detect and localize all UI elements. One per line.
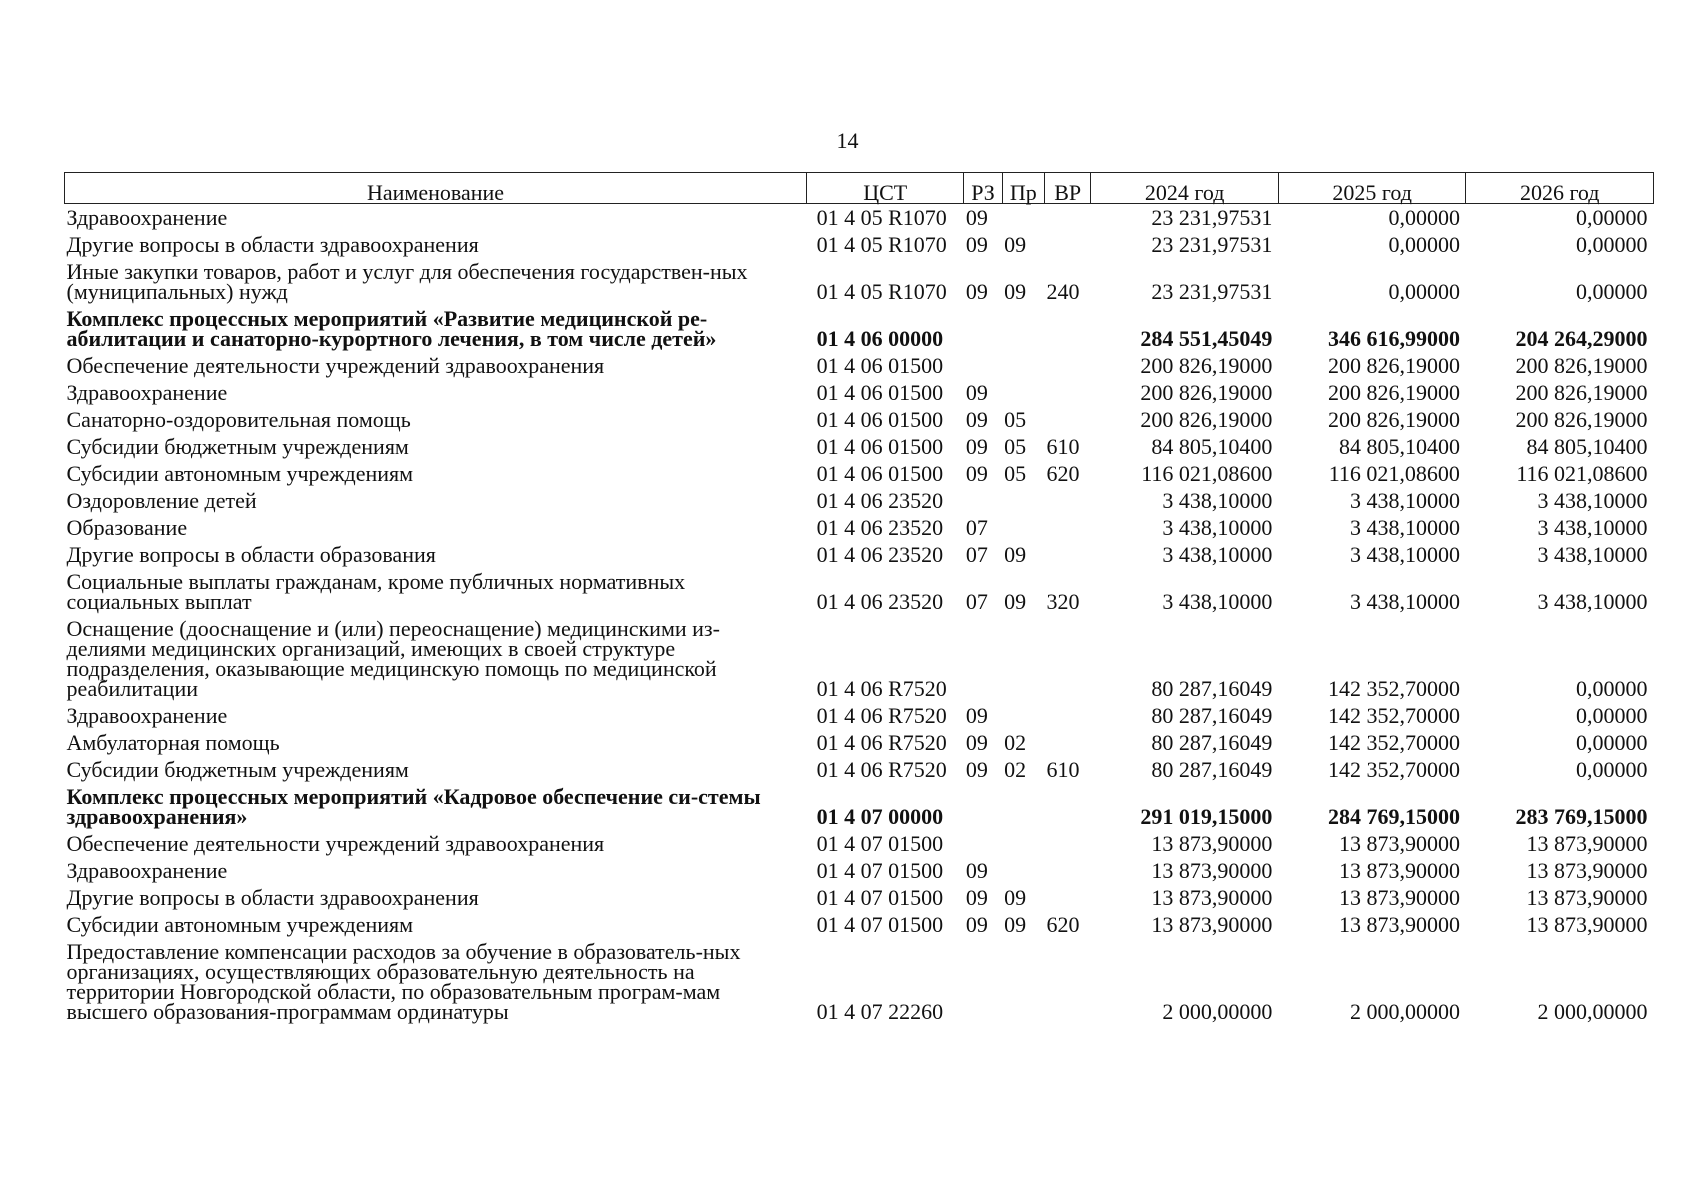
table-row (65, 487, 1654, 514)
cell-vr (1045, 938, 1091, 1025)
cell-2024: 2 000,00000 (1162, 999, 1273, 1024)
cell-vr (1045, 884, 1091, 911)
cell-rz: 07 (965, 542, 988, 567)
cell-2024: 84 805,10400 (1151, 434, 1273, 459)
cell-vr (1045, 541, 1091, 568)
cell-2025: 116 021,08600 (1328, 461, 1460, 486)
table-row (65, 830, 1654, 857)
cell-2024: 80 287,16049 (1151, 703, 1273, 728)
cell-2025: 3 438,10000 (1349, 542, 1460, 567)
column-header-2024: 2024 год (1091, 173, 1279, 204)
cell-2026: 84 805,10400 (1526, 434, 1648, 459)
cell-2024: 200 826,19000 (1140, 353, 1273, 378)
cell-pr (1002, 487, 1044, 514)
cell-pr (1002, 379, 1044, 406)
cell-pr (1002, 615, 1044, 702)
cell-rz (964, 305, 1002, 352)
cell-2025: 200 826,19000 (1327, 353, 1460, 378)
cell-2026: 3 438,10000 (1537, 589, 1648, 614)
cell-name: Оснащение (дооснащение и (или) переоснащение) медицинскими из-делиями медицинских организаций, имеющих в своей структуре подразделения, оказывающие медицинскую помощь по медицинской реабилитации (66, 616, 720, 701)
cell-2024: 80 287,16049 (1151, 730, 1273, 755)
cell-rz: 09 (965, 205, 988, 230)
cell-name: Оздоровление детей (66, 488, 257, 513)
table-row (65, 433, 1654, 460)
cell-2026: 2 000,00000 (1537, 999, 1648, 1024)
column-header-pr: Пр (1002, 173, 1044, 204)
cell-pr (1002, 204, 1044, 232)
cell-rz: 09 (965, 407, 988, 432)
cell-vr (1045, 615, 1091, 702)
cell-2025: 13 873,90000 (1338, 885, 1460, 910)
cell-2024: 80 287,16049 (1151, 676, 1273, 701)
cell-2026: 204 264,29000 (1515, 326, 1648, 351)
cell-rz: 09 (965, 461, 988, 486)
cell-2026: 3 438,10000 (1537, 488, 1648, 513)
cell-2026: 0,00000 (1576, 205, 1648, 230)
table-row (65, 204, 1654, 232)
cell-2025: 13 873,90000 (1338, 858, 1460, 883)
column-header-rz: РЗ (964, 173, 1002, 204)
cell-vr (1045, 379, 1091, 406)
table-row (65, 702, 1654, 729)
cell-2024: 23 231,97531 (1151, 205, 1273, 230)
cell-name: Другие вопросы в области здравоохранения (66, 885, 479, 910)
cell-pr: 09 (1004, 912, 1027, 937)
cell-cst: 01 4 06 23520 (816, 589, 944, 614)
column-header-cst: ЦСТ (807, 173, 964, 204)
cell-rz: 09 (965, 912, 988, 937)
cell-rz: 09 (965, 380, 988, 405)
cell-cst: 01 4 05 R1070 (816, 232, 947, 257)
cell-2025: 13 873,90000 (1338, 912, 1460, 937)
cell-rz: 09 (965, 757, 988, 782)
cell-rz (964, 615, 1002, 702)
cell-rz (964, 783, 1002, 830)
table-row (65, 352, 1654, 379)
cell-pr (1002, 514, 1044, 541)
cell-2026: 0,00000 (1576, 279, 1648, 304)
table-row-program (65, 783, 1654, 830)
cell-name: Комплекс процессных мероприятий «Кадровое обеспечение си-стемы здравоохранения» (66, 784, 761, 829)
cell-name: Здравоохранение (66, 703, 228, 728)
table-body (65, 204, 1654, 1026)
cell-2024: 3 438,10000 (1162, 589, 1273, 614)
table-row (65, 514, 1654, 541)
cell-vr: 620 (1046, 912, 1080, 937)
cell-cst: 01 4 06 23520 (816, 515, 944, 540)
cell-rz (964, 352, 1002, 379)
cell-pr (1002, 783, 1044, 830)
cell-2025: 200 826,19000 (1327, 380, 1460, 405)
cell-2024: 291 019,15000 (1140, 804, 1273, 829)
table-row (65, 729, 1654, 756)
cell-2026: 200 826,19000 (1515, 353, 1648, 378)
cell-2024: 3 438,10000 (1162, 515, 1273, 540)
cell-2024: 80 287,16049 (1151, 757, 1273, 782)
cell-pr (1002, 305, 1044, 352)
cell-rz: 09 (965, 279, 988, 304)
cell-name: Социальные выплаты гражданам, кроме публичных нормативных социальных выплат (66, 569, 686, 614)
cell-2026: 116 021,08600 (1516, 461, 1648, 486)
cell-cst: 01 4 06 R7520 (816, 676, 947, 701)
cell-pr (1002, 830, 1044, 857)
cell-rz (964, 487, 1002, 514)
cell-vr: 610 (1046, 434, 1080, 459)
cell-cst: 01 4 06 R7520 (816, 730, 947, 755)
cell-name: Санаторно-оздоровительная помощь (66, 407, 411, 432)
cell-cst: 01 4 07 22260 (816, 999, 944, 1024)
table-row (65, 857, 1654, 884)
cell-pr (1002, 938, 1044, 1025)
table-row (65, 911, 1654, 938)
cell-pr: 05 (1004, 434, 1027, 459)
cell-vr: 320 (1046, 589, 1080, 614)
cell-2026: 200 826,19000 (1515, 407, 1648, 432)
cell-pr: 02 (1004, 730, 1027, 755)
cell-name: Здравоохранение (66, 205, 228, 230)
cell-rz: 07 (965, 589, 988, 614)
cell-rz (964, 938, 1002, 1025)
cell-2025: 142 352,70000 (1327, 676, 1460, 701)
table-row (65, 938, 1654, 1025)
cell-2026: 0,00000 (1576, 703, 1648, 728)
cell-2024: 284 551,45049 (1140, 326, 1273, 351)
cell-pr (1002, 352, 1044, 379)
cell-cst: 01 4 07 01500 (816, 885, 944, 910)
column-header-2025: 2025 год (1278, 173, 1466, 204)
cell-vr (1045, 352, 1091, 379)
table-row (65, 884, 1654, 911)
cell-cst: 01 4 06 23520 (816, 488, 944, 513)
budget-table (64, 172, 1654, 1025)
cell-2026: 0,00000 (1576, 730, 1648, 755)
cell-2024: 23 231,97531 (1151, 279, 1273, 304)
cell-name: Обеспечение деятельности учреждений здравоохранения (66, 831, 605, 856)
cell-2025: 0,00000 (1388, 205, 1460, 230)
cell-cst: 01 4 06 23520 (816, 542, 944, 567)
cell-vr (1045, 204, 1091, 232)
cell-vr (1045, 305, 1091, 352)
cell-rz: 09 (965, 434, 988, 459)
cell-rz: 09 (965, 885, 988, 910)
cell-cst: 01 4 07 01500 (816, 831, 944, 856)
cell-name: Предоставление компенсации расходов за обучение в образователь-ных организациях, осуществляющих образовательную деятельность на территории Новгородской области, по образовательным програм-мам высшего образования-программам ординатуры (66, 939, 741, 1024)
cell-2024: 13 873,90000 (1151, 831, 1273, 856)
cell-2025: 0,00000 (1388, 232, 1460, 257)
cell-2025: 2 000,00000 (1349, 999, 1460, 1024)
cell-cst: 01 4 07 01500 (816, 912, 944, 937)
cell-2026: 0,00000 (1576, 757, 1648, 782)
cell-2024: 23 231,97531 (1151, 232, 1273, 257)
cell-vr (1045, 702, 1091, 729)
cell-pr (1002, 857, 1044, 884)
column-header-2026: 2026 год (1466, 173, 1654, 204)
table-row (65, 541, 1654, 568)
cell-cst: 01 4 06 R7520 (816, 703, 947, 728)
table-row (65, 756, 1654, 783)
cell-cst: 01 4 05 R1070 (816, 205, 947, 230)
cell-2024: 200 826,19000 (1140, 380, 1273, 405)
cell-rz: 09 (965, 232, 988, 257)
column-header-vr: ВР (1045, 173, 1091, 204)
cell-vr: 620 (1046, 461, 1080, 486)
cell-2025: 3 438,10000 (1349, 515, 1460, 540)
cell-pr: 09 (1004, 232, 1027, 257)
cell-rz: 09 (965, 730, 988, 755)
cell-2025: 13 873,90000 (1338, 831, 1460, 856)
cell-vr (1045, 487, 1091, 514)
cell-cst: 01 4 06 01500 (816, 434, 944, 459)
cell-vr (1045, 231, 1091, 258)
cell-2026: 0,00000 (1576, 232, 1648, 257)
cell-vr (1045, 729, 1091, 756)
cell-2024: 3 438,10000 (1162, 542, 1273, 567)
cell-name: Другие вопросы в области здравоохранения (66, 232, 479, 257)
column-header-name: Наименование (65, 173, 807, 204)
cell-name: Другие вопросы в области образования (66, 542, 436, 567)
cell-vr (1045, 406, 1091, 433)
cell-2025: 142 352,70000 (1327, 757, 1460, 782)
cell-2026: 3 438,10000 (1537, 542, 1648, 567)
cell-cst: 01 4 05 R1070 (816, 279, 947, 304)
table-row (65, 379, 1654, 406)
cell-vr (1045, 857, 1091, 884)
cell-2024: 116 021,08600 (1141, 461, 1273, 486)
table-row-program (65, 305, 1654, 352)
cell-pr: 05 (1004, 407, 1027, 432)
page-number: 14 (836, 128, 859, 153)
cell-pr: 09 (1004, 542, 1027, 567)
cell-cst: 01 4 06 01500 (816, 407, 944, 432)
table-row (65, 231, 1654, 258)
cell-2025: 0,00000 (1388, 279, 1460, 304)
cell-name: Обеспечение деятельности учреждений здравоохранения (66, 353, 605, 378)
cell-vr (1045, 830, 1091, 857)
cell-cst: 01 4 06 01500 (816, 461, 944, 486)
cell-2025: 142 352,70000 (1327, 730, 1460, 755)
cell-2026: 3 438,10000 (1537, 515, 1648, 540)
cell-2024: 13 873,90000 (1151, 885, 1273, 910)
table-row (65, 258, 1654, 305)
cell-vr (1045, 514, 1091, 541)
cell-2026: 200 826,19000 (1515, 380, 1648, 405)
cell-rz: 09 (965, 703, 988, 728)
table-header (65, 173, 1654, 204)
cell-cst: 01 4 07 01500 (816, 858, 944, 883)
cell-pr: 09 (1004, 885, 1027, 910)
cell-2024: 200 826,19000 (1140, 407, 1273, 432)
cell-2024: 13 873,90000 (1151, 858, 1273, 883)
cell-cst: 01 4 06 00000 (816, 326, 944, 351)
cell-name: Здравоохранение (66, 858, 228, 883)
cell-cst: 01 4 07 00000 (816, 804, 944, 829)
cell-name: Здравоохранение (66, 380, 228, 405)
cell-pr: 09 (1004, 279, 1027, 304)
cell-2025: 346 616,99000 (1327, 326, 1460, 351)
table-row (65, 568, 1654, 615)
cell-name: Субсидии автономным учреждениям (66, 912, 414, 937)
cell-rz: 09 (965, 858, 988, 883)
cell-2026: 13 873,90000 (1526, 858, 1648, 883)
cell-pr: 09 (1004, 589, 1027, 614)
cell-vr: 610 (1046, 757, 1080, 782)
table-row (65, 406, 1654, 433)
cell-name: Комплекс процессных мероприятий «Развитие медицинской ре-абилитации и санаторно-курортного лечения, в том числе детей» (66, 306, 717, 351)
cell-2026: 0,00000 (1576, 676, 1648, 701)
cell-2026: 13 873,90000 (1526, 885, 1648, 910)
cell-pr: 05 (1004, 461, 1027, 486)
cell-2025: 284 769,15000 (1327, 804, 1460, 829)
cell-name: Амбулаторная помощь (66, 730, 280, 755)
cell-2026: 283 769,15000 (1515, 804, 1648, 829)
cell-2026: 13 873,90000 (1526, 912, 1648, 937)
cell-name: Образование (66, 515, 188, 540)
cell-vr (1045, 783, 1091, 830)
cell-2025: 84 805,10400 (1338, 434, 1460, 459)
cell-name: Субсидии автономным учреждениям (66, 461, 414, 486)
cell-pr (1002, 702, 1044, 729)
cell-name: Субсидии бюджетным учреждениям (66, 434, 409, 459)
cell-2025: 142 352,70000 (1327, 703, 1460, 728)
cell-2024: 3 438,10000 (1162, 488, 1273, 513)
cell-2025: 3 438,10000 (1349, 488, 1460, 513)
cell-cst: 01 4 06 01500 (816, 353, 944, 378)
table-row (65, 615, 1654, 702)
cell-2025: 200 826,19000 (1327, 407, 1460, 432)
cell-rz (964, 830, 1002, 857)
table-row (65, 460, 1654, 487)
cell-pr: 02 (1004, 757, 1027, 782)
cell-vr: 240 (1046, 279, 1080, 304)
cell-2024: 13 873,90000 (1151, 912, 1273, 937)
cell-2026: 13 873,90000 (1526, 831, 1648, 856)
cell-name: Иные закупки товаров, работ и услуг для обеспечения государствен-ных (муниципальных) нужд (66, 259, 748, 304)
cell-name: Субсидии бюджетным учреждениям (66, 757, 409, 782)
cell-cst: 01 4 06 R7520 (816, 757, 947, 782)
cell-rz: 07 (965, 515, 988, 540)
cell-cst: 01 4 06 01500 (816, 380, 944, 405)
cell-2025: 3 438,10000 (1349, 589, 1460, 614)
